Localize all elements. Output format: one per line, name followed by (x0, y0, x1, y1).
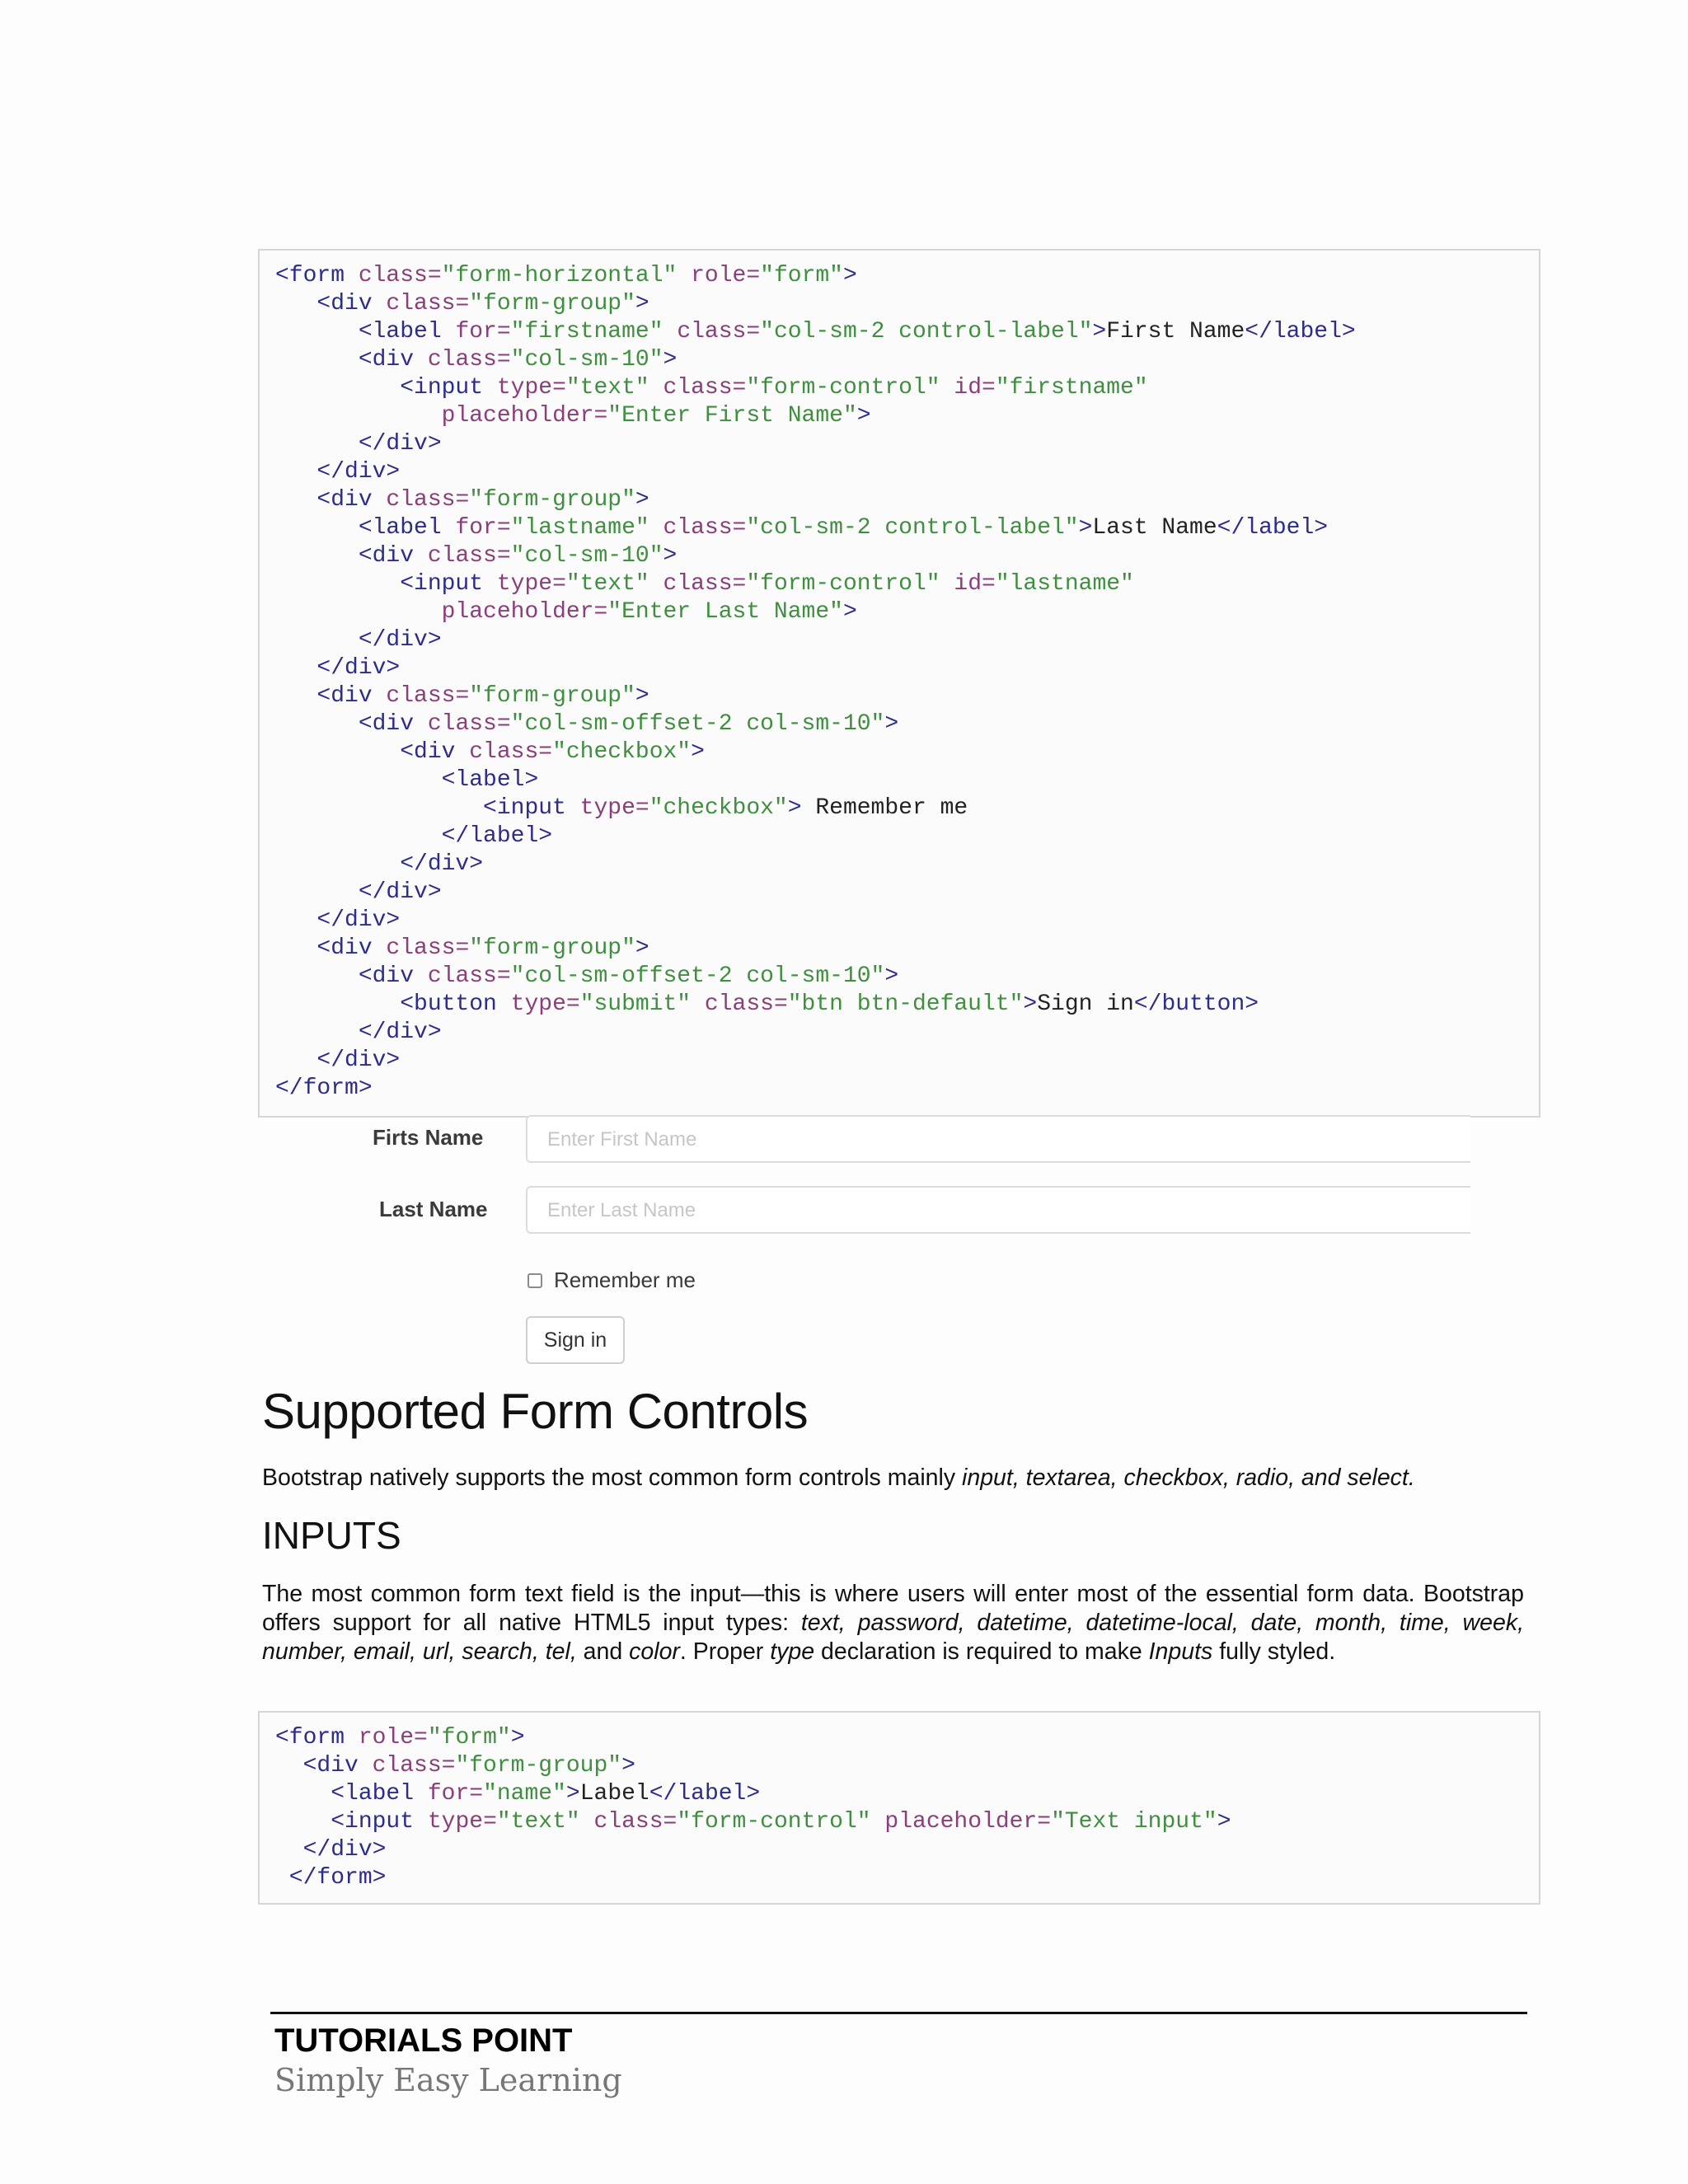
code-line: </div> (275, 907, 401, 933)
code-line: <div class="form-group"> (275, 1753, 635, 1779)
code-line: placeholder="Enter First Name"> (441, 403, 871, 429)
code-listing (260, 251, 1539, 1103)
first-name-label: Firts Name (373, 1125, 484, 1150)
code-line: <div class="form-group"> (275, 291, 649, 316)
remember-me-label: Remember me (554, 1268, 696, 1292)
code-line: <form role="form"> (275, 1725, 525, 1750)
first-name-input[interactable]: Enter First Name (526, 1115, 1470, 1163)
code-line: <div class="col-sm-offset-2 col-sm-10"> (275, 963, 899, 989)
code-line: </div> (275, 431, 442, 457)
code-line: </div> (275, 1047, 401, 1073)
code-block-input-example (258, 1711, 1540, 1905)
code-line: </form> (275, 1076, 373, 1101)
code-line: <input type="text" class="form-control" id="firstname" (275, 375, 1148, 401)
code-line: <div class="form-group"> (275, 935, 649, 961)
code-line: placeholder="Enter Last Name"> (441, 599, 857, 625)
code-line: </div> (275, 1837, 387, 1863)
code-line: <input type="text" class="form-control" placeholder="Text input"> (275, 1809, 1231, 1835)
code-line: <label for="name">Label</label> (275, 1781, 761, 1807)
footer-divider (270, 2012, 1527, 2014)
code-line: <label> (275, 767, 539, 793)
code-line: <input type="text" class="form-control" id="lastname" (275, 571, 1134, 597)
intro-paragraph: Bootstrap natively supports the most common form controls mainly input, textarea, checkbox, radio, and select. (262, 1465, 1415, 1491)
code-listing (260, 1713, 1539, 1892)
code-line: </label> (275, 823, 553, 849)
sign-in-button[interactable]: Sign in (526, 1316, 625, 1364)
code-block-form-horizontal (258, 249, 1540, 1118)
inputs-heading: INPUTS (262, 1514, 401, 1557)
last-name-input[interactable]: Enter Last Name (526, 1186, 1470, 1234)
code-line: </div> (275, 459, 401, 485)
code-line: <div class="col-sm-10"> (275, 543, 678, 569)
code-line: </div> (275, 851, 484, 877)
code-line: <div class="form-group"> (275, 487, 649, 513)
section-heading: Supported Form Controls (262, 1384, 809, 1439)
footer-brand: TUTORIALS POINT (274, 2022, 573, 2059)
code-line: <div class="col-sm-10"> (275, 347, 678, 373)
code-line: <label for="lastname" class="col-sm-2 control-label">Last Name</label> (275, 515, 1329, 541)
footer-tagline: Simply Easy Learning (274, 2062, 622, 2098)
code-line: <form class="form-horizontal" role="form"> (275, 263, 857, 288)
code-line: <button type="submit" class="btn btn-default">Sign in</button> (275, 991, 1259, 1017)
code-line: <input type="checkbox"> Remember me (275, 795, 968, 821)
code-line: <label for="firstname" class="col-sm-2 control-label">First Name</label> (275, 319, 1356, 344)
code-line: <div class="checkbox"> (275, 739, 705, 765)
code-line: </form> (275, 1865, 387, 1891)
code-line: </div> (275, 655, 401, 681)
code-line: </div> (275, 1019, 442, 1045)
code-line: <div class="form-group"> (275, 683, 649, 709)
last-name-label: Last Name (379, 1197, 488, 1221)
inputs-paragraph: The most common form text field is the input—this is where users will enter most of the essential form data. Bootstrap offers support for all native HTML5 input types: text, password, datetime, datetime-local, date, month, time, week, number, email, url, search, tel, and color. Proper type declaration is required to make Inputs fully styled. (262, 1581, 1524, 1665)
code-line: </div> (275, 879, 442, 905)
code-line: </div> (275, 627, 442, 653)
remember-me-checkbox[interactable] (528, 1273, 542, 1288)
code-line: <div class="col-sm-offset-2 col-sm-10"> (275, 711, 899, 737)
